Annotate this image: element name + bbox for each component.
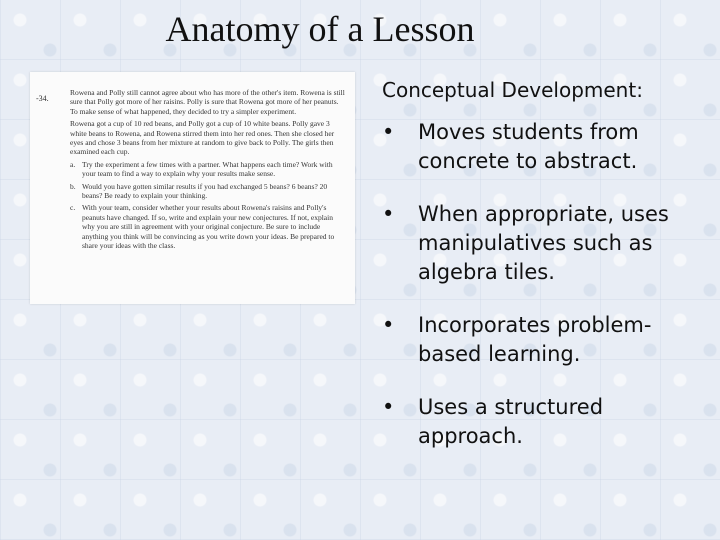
problem-part bbox=[70, 203, 345, 253]
problem-number: -34. bbox=[36, 94, 49, 103]
problem-part-text: Try the experiment a few times with a partner. What happens each time? Work with your team to find a way to explain why your results make sense. bbox=[82, 159, 333, 179]
problem-part bbox=[70, 182, 345, 204]
slide-title: Anatomy of a Lesson bbox=[165, 9, 475, 49]
bullet-item bbox=[382, 118, 712, 176]
bullet-item bbox=[382, 393, 712, 451]
problem-part-text: With your team, consider whether your results about Rowena's raisins and Polly's peanuts have changed. If so, write and explain your new conjectures. If not, explain why you are still in agreement with your original conjecture. Be sure to include anything you think will be convincing as you write down your ideas. Be prepared to share your ideas with the class. bbox=[82, 203, 335, 251]
textbook-problem-image bbox=[30, 72, 355, 304]
bullet-item bbox=[382, 200, 712, 287]
problem-body bbox=[70, 88, 345, 254]
problem-paragraph: Rowena got a cup of 10 red beans, and Polly got a cup of 10 white beans. Polly gave 3 white beans to Rowena, and Rowena stirred them into her red ones. Then she closed her eyes and chose 3 beans from her mixture at random to give back to Polly. The girls then examined each cup. bbox=[70, 119, 335, 157]
bullet-dot-icon: • bbox=[382, 313, 395, 337]
bullet-text: Uses a structured approach. bbox=[418, 395, 604, 448]
bullet-dot-icon: • bbox=[382, 202, 395, 226]
problem-part-label: c. bbox=[70, 203, 76, 213]
problem-paragraph: Rowena and Polly still cannot agree about who has more of the other's item. Rowena is still sure that Polly got more of her raisins. Polly is sure that Rowena got more of her peanuts. To make sense of what happened, they decided to try a simpler experiment. bbox=[70, 88, 345, 116]
bullet-text: Incorporates problem-based learning. bbox=[418, 313, 652, 366]
bullet-dot-icon: • bbox=[382, 120, 395, 144]
slide-content bbox=[382, 78, 712, 475]
problem-part bbox=[70, 160, 345, 182]
bullet-text: When appropriate, uses manipulatives such as algebra tiles. bbox=[418, 202, 669, 284]
bullet-item bbox=[382, 311, 712, 369]
bullet-list bbox=[382, 118, 712, 451]
section-heading: Conceptual Development: bbox=[382, 78, 643, 102]
bullet-text: Moves students from concrete to abstract. bbox=[418, 120, 639, 173]
problem-part-text: Would you have gotten similar results if you had exchanged 5 beans? 6 beans? 20 beans? Be ready to explain your thinking. bbox=[82, 181, 328, 201]
problem-part-label: b. bbox=[70, 181, 76, 191]
problem-part-label: a. bbox=[70, 159, 76, 169]
bullet-dot-icon: • bbox=[382, 395, 395, 419]
